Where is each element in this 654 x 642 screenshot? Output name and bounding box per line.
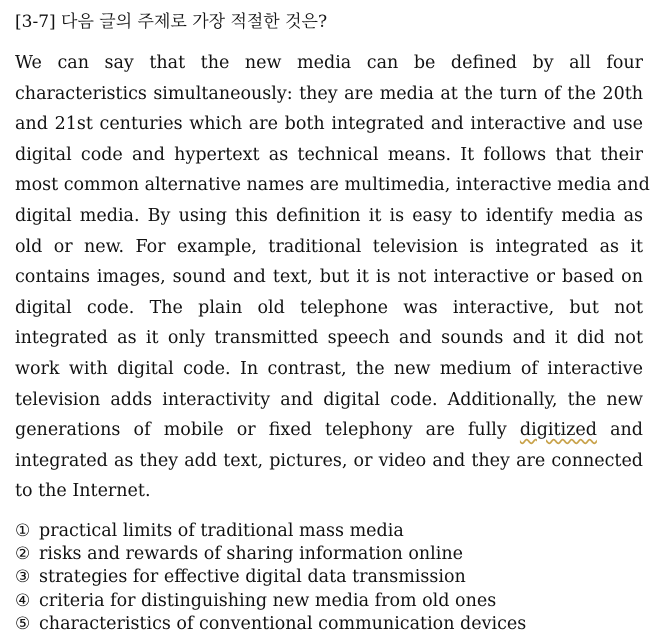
choice-text: criteria for distinguishing new media from old ones <box>39 590 497 611</box>
choice-1[interactable] <box>15 520 635 543</box>
passage-line: digital media. By using this definition it is easy to identify media as <box>15 205 643 226</box>
passage-line: most common alternative names are multimedia, interactive media and <box>15 175 650 196</box>
choice-3[interactable] <box>15 566 635 589</box>
passage-line: We can say that the new media can be defined by all four <box>15 53 643 73</box>
passage-line: integrated as it only transmitted speech and sounds and it did not <box>15 328 643 349</box>
passage-text: and <box>596 420 643 441</box>
choice-text: risks and rewards of sharing information online <box>39 544 463 565</box>
passage-text: generations of mobile or fixed telephony are fully <box>15 420 520 441</box>
choice-number: ② <box>15 544 31 565</box>
passage-line: characteristics simultaneously: they are media at the turn of the 20th <box>15 83 643 104</box>
choice-number: ③ <box>15 567 31 588</box>
passage-line: digital code. The plain old telephone was interactive, but not <box>15 297 643 318</box>
passage-line: digital code and hypertext as technical means. It follows that their <box>15 144 643 165</box>
passage-line: old or new. For example, traditional television is integrated as it <box>15 236 643 257</box>
passage-line: to the Internet. <box>15 481 151 502</box>
choice-4[interactable] <box>15 590 635 613</box>
question-title: [3-7] 다음 글의 주제로 가장 적절한 것은? <box>15 12 328 32</box>
choice-5[interactable] <box>15 613 635 636</box>
choice-number: ① <box>15 521 31 541</box>
choice-text: characteristics of conventional communication devices <box>39 613 527 634</box>
choice-number: ⑤ <box>15 613 31 634</box>
choice-number: ④ <box>15 590 31 611</box>
choice-2[interactable] <box>15 543 635 566</box>
passage-line: and 21st centuries which are both integrated and interactive and use <box>15 114 643 135</box>
passage-line: integrated as they add text, pictures, or video and they are connected <box>15 450 643 471</box>
passage-line: work with digital code. In contrast, the new medium of interactive <box>15 358 643 379</box>
reading-passage <box>15 48 650 507</box>
passage-line: television adds interactivity and digital code. Additionally, the new <box>15 389 643 410</box>
choice-text: practical limits of traditional mass media <box>39 521 404 541</box>
answer-choices <box>15 520 635 636</box>
passage-line <box>15 415 643 446</box>
spellcheck-flagged-word: digitized <box>519 420 597 441</box>
passage-line: contains images, sound and text, but it is not interactive or based on <box>15 267 643 288</box>
choice-text: strategies for effective digital data transmission <box>39 567 466 588</box>
